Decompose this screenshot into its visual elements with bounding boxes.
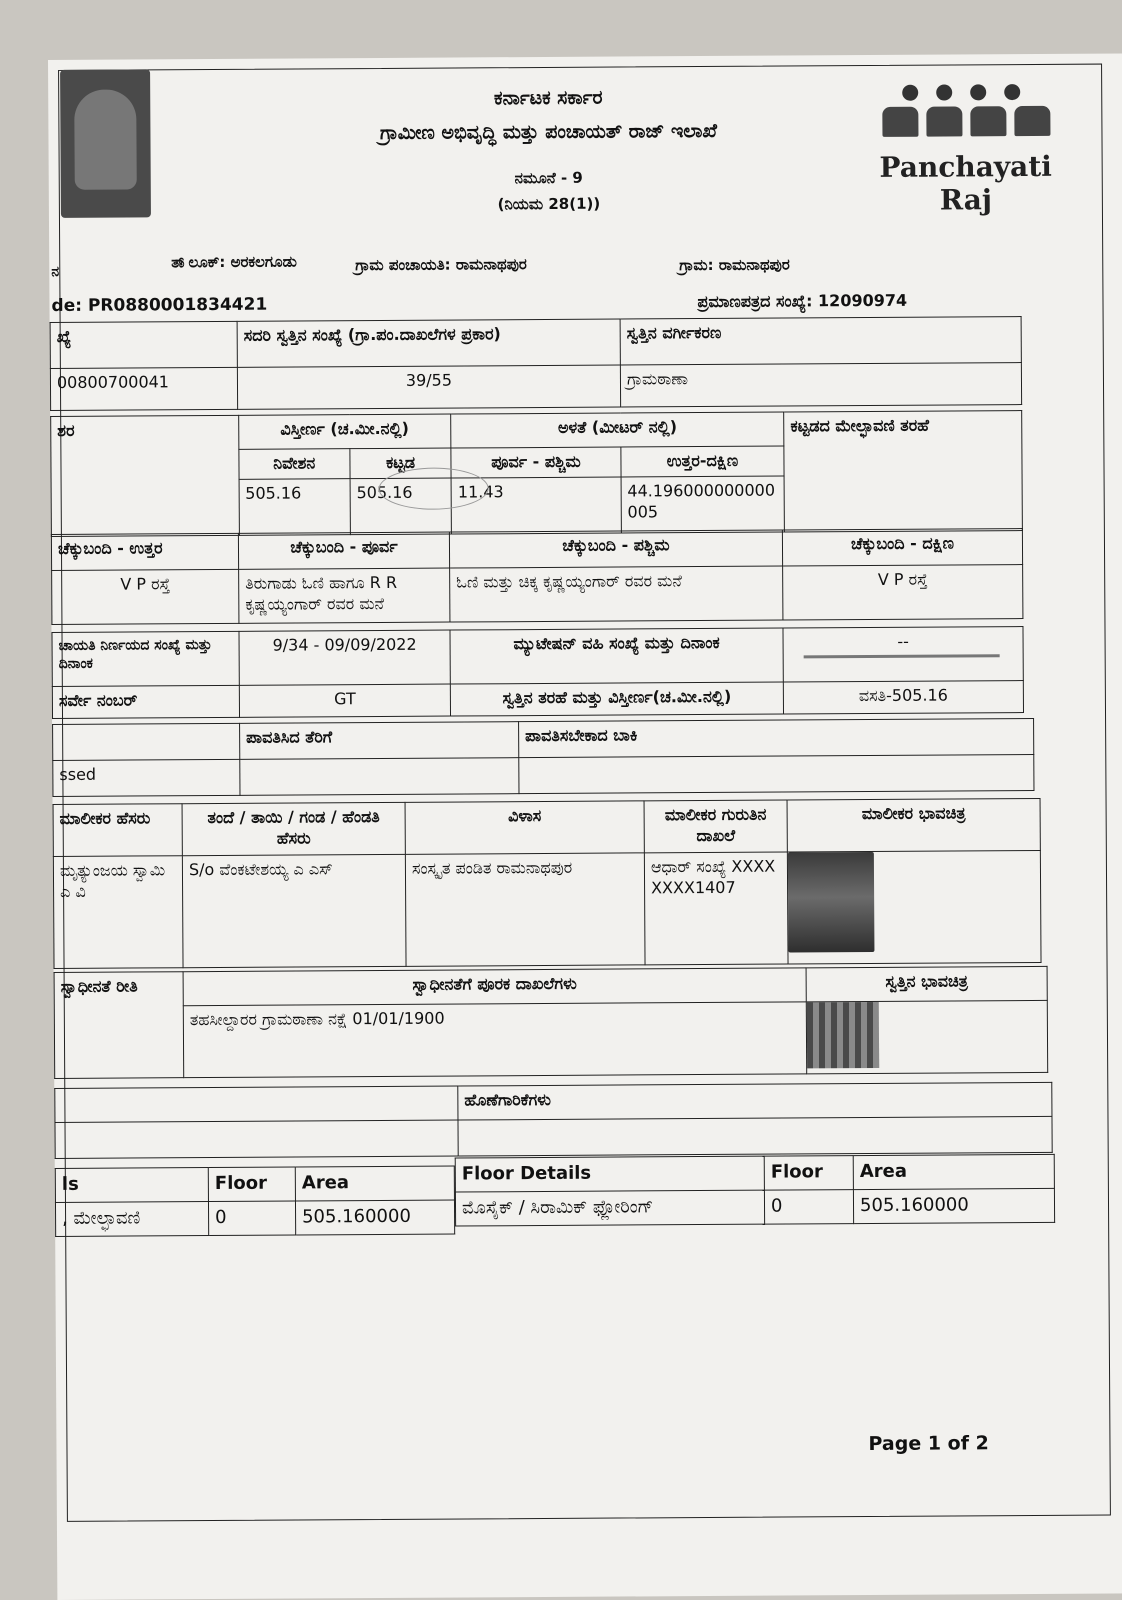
area-table <box>50 410 1023 537</box>
area-h-left: ಶರ <box>51 415 239 536</box>
tax-table <box>52 718 1034 797</box>
form-number: ನಮೂನೆ - 9 <box>514 168 583 188</box>
bound-h-north: ಚೆಕ್ಕುಬಂದಿ - ಉತ್ತರ <box>51 533 238 570</box>
possession-docs-label: ಸ್ವಾಧೀನತೆಗೆ ಪೂರಕ ದಾಖಲೆಗಳು <box>183 968 806 1006</box>
liabilities-table <box>54 1082 1052 1159</box>
gram-panchayat-label: ಗ್ರಾಮ ಪಂಚಾಯತಿ: ರಾಮನಾಥಪುರ <box>355 255 527 275</box>
area-h-ns: ಉತ್ತರ-ದಕ್ಷಿಣ <box>621 446 785 477</box>
owner-h-relation: ತಂದೆ / ತಾಯಿ / ಗಂಡ / ಹೆಂಡತಿ ಹೆಸರು <box>182 802 405 855</box>
property-photo-cell <box>806 1000 1047 1073</box>
owner-photo-cell <box>787 850 1041 964</box>
panchayati-raj-logo <box>870 84 1061 217</box>
prop-h2: ಸದರಿ ಸ್ವತ್ತಿನ ಸಂಖ್ಯೆ (ಗ್ರಾ.ಪಂ.ದಾಖಲೆಗಳ ಪ್ರಕಾರ) <box>237 319 620 367</box>
area-ew: 11.43 <box>451 477 621 534</box>
floor-right-h-2: Area <box>853 1154 1054 1189</box>
floor-right-v-2: 505.160000 <box>853 1188 1054 1223</box>
bound-west: ಓಣಿ ಮತ್ತು ಚಿಕ್ಕ ಕೃಷ್ಣಯ್ಯಂಗಾರ್ ರವರ ಮನೆ <box>450 566 783 622</box>
mutation-value: -- <box>783 627 1023 682</box>
prop-v3: ಗ್ರಾಮಠಾಣಾ <box>620 363 1021 407</box>
prop-v2: 39/55 <box>237 365 620 409</box>
property-type-label: ಸ್ವತ್ತಿನ ತರಹೆ ಮತ್ತು ವಿಸ್ತೀರ್ಣ(ಚ.ಮೀ.ನಲ್ಲಿ) <box>450 682 783 716</box>
dept-title: ಗ್ರಾಮೀಣ ಅಭಿವೃದ್ಧಿ ಮತ್ತು ಪಂಚಾಯತ್ ರಾಜ್ ಇಲಾಖೆ <box>379 119 718 144</box>
property-photo-label: ಸ್ವತ್ತಿನ ಭಾವಚಿತ್ರ <box>806 966 1047 1001</box>
floor-left-v-0: , ಮೇಲ್ಛಾವಣಿ <box>55 1202 208 1237</box>
owner-h-name: ಮಾಲೀಕರ ಹೆಸರು <box>53 804 182 857</box>
area-bld: 505.16 <box>350 478 452 535</box>
bound-east: ತಿರುಗಾಡು ಓಣಿ ಹಾಗೂ R R ಕೃಷ್ಣಯ್ಯಂಗಾರ್ ರವರ ಮನೆ <box>239 568 450 623</box>
bound-south: V P ರಸ್ತೆ <box>783 565 1023 620</box>
property-code: de: PR0880001834421 <box>51 294 268 316</box>
owner-h-address: ವಿಳಾಸ <box>405 801 644 854</box>
bound-h-south: ಚೆಕ್ಕುಬಂದಿ - ದಕ್ಷಿಣ <box>782 529 1022 566</box>
floor-left-table <box>55 1166 455 1237</box>
resolution-value: 9/34 - 09/09/2022 <box>239 630 450 685</box>
property-id-table <box>50 316 1023 411</box>
owner-h-id: ಮಾಲೀಕರ ಗುರುತಿನ ದಾಖಲೆ <box>644 800 787 853</box>
area-h-bldg: ಕಟ್ಟಡದ ಮೇಲ್ಛಾವಣಿ ತರಹೆ <box>784 411 1022 532</box>
logo-text: Panchayati Raj <box>879 149 1052 217</box>
property-type-value: ವಸತಿ-505.16 <box>783 681 1023 714</box>
bound-h-west: ಚೆಕ್ಕುಬಂದಿ - ಪಶ್ಚಿಮ <box>449 530 782 568</box>
tax-left-text: ssed <box>53 759 240 796</box>
karnataka-emblem-icon <box>60 69 151 218</box>
floor-right-table <box>455 1154 1055 1227</box>
area-h-site: ನಿವೇಶನ <box>238 449 350 479</box>
floor-left-h-0: ls <box>55 1168 208 1203</box>
resolution-label: ಚಾಯತಿ ನಿರ್ಣಯದ ಸಂಖ್ಯೆ ಮತ್ತು ದಿನಾಂಕ <box>52 631 239 686</box>
page-number: Page 1 of 2 <box>868 1432 989 1456</box>
owner-address: ಸಂಸ್ಕೃತ ಪಂಡಿತ ರಾಮನಾಥಪುರ <box>405 853 645 966</box>
survey-label: ಸರ್ವೇ ನಂಬರ್ <box>52 685 239 718</box>
tax-due-value <box>519 754 1034 793</box>
possession-label: ಸ್ವಾಧೀನತೆ ರೀತಿ <box>54 972 184 1079</box>
tax-paid-label: ಪಾವತಿಸಿದ ತೆರಿಗೆ <box>240 722 519 760</box>
mutation-label: ಮ್ಯುಟೇಷನ್ ವಹಿ ಸಂಖ್ಯೆ ಮತ್ತು ದಿನಾಂಕ <box>450 628 783 684</box>
liab-empty-row-left <box>55 1120 458 1158</box>
possession-table <box>54 966 1049 1079</box>
document-page <box>48 53 1122 1600</box>
prop-h1: ಖ್ಯೆ <box>50 321 237 368</box>
owner-h-photo: ಮಾಲೀಕರ ಭಾವಚಿತ್ರ <box>787 798 1040 852</box>
owner-relation: S/o ವೆಂಕಟೇಶಯ್ಯ ಎ ಎಸ್ <box>182 854 406 967</box>
tax-empty-cell <box>53 723 240 760</box>
area-site: 505.16 <box>239 478 351 535</box>
bound-north: V P ರಸ್ತೆ <box>52 569 239 624</box>
village-label: ಗ್ರಾಮ: ರಾಮನಾಥಪುರ <box>679 255 790 275</box>
area-ns: 44.196000000000005 <box>621 476 785 533</box>
floor-left-v-2: 505.160000 <box>295 1200 454 1235</box>
survey-value: GT <box>239 684 450 717</box>
property-photo <box>807 1002 879 1068</box>
floor-left-v-1: 0 <box>208 1201 295 1236</box>
owner-id: ಆಧಾರ್ ಸಂಖ್ಯೆ XXXXXXXX1407 <box>644 852 788 965</box>
floor-left-h-2: Area <box>295 1166 454 1201</box>
tax-paid-value <box>240 758 519 796</box>
meta-left-partial: ನ <box>51 263 60 280</box>
boundary-table <box>51 528 1024 625</box>
floor-right-h-0: Floor Details <box>455 1156 764 1192</box>
rule-number: (ನಿಯಮ 28(1)) <box>497 194 601 214</box>
area-h-extent: ವಿಸ್ತೀರ್ಣ (ಚ.ಮೀ.ನಲ್ಲಿ) <box>238 414 451 449</box>
floor-right-v-0: ಮೊಸೈಕ್ / ಸಿರಾಮಿಕ್ ಫ್ಲೋರಿಂಗ್ <box>455 1190 764 1226</box>
area-h-ew: ಪೂರ್ವ - ಪಶ್ಚಿಮ <box>451 447 621 478</box>
tax-due-label: ಪಾವತಿಸಬೇಕಾದ ಬಾಕಿ <box>519 718 1034 757</box>
area-h-length: ಅಳತೆ (ಮೀಟರ್ ನಲ್ಲಿ) <box>451 412 784 448</box>
taluk-label: ತಾ್ಲೂಕ್: ಅರಕಲಗೂಡು <box>171 252 297 272</box>
resolution-table <box>51 626 1024 719</box>
owner-photo <box>788 852 875 953</box>
floor-right-v-1: 0 <box>764 1190 853 1225</box>
liab-empty-left <box>55 1086 458 1122</box>
area-h-bld: ಕಟ್ಟಡ <box>350 448 451 478</box>
owner-name: ಮೃತ್ಯುಂಜಯ ಸ್ವಾಮಿ ಎ ವಿ <box>53 856 183 969</box>
govt-title: ಕರ್ನಾಟಕ ಸರ್ಕಾರ <box>493 86 603 110</box>
floor-left-h-1: Floor <box>208 1167 295 1202</box>
liabilities-label: ಹೊಣೆಗಾರಿಕೆಗಳು <box>458 1082 1052 1120</box>
prop-v1: 00800700041 <box>50 367 237 410</box>
possession-docs: ತಹಸೀಲ್ದಾರರ ಗ್ರಾಮಠಾಣಾ ನಕ್ಷೆ 01/01/1900 <box>183 1002 806 1078</box>
liab-empty-row-right <box>458 1116 1052 1156</box>
floor-right-h-1: Floor <box>764 1156 853 1191</box>
certificate-number: ಪ್ರಮಾಣಪತ್ರದ ಸಂಖ್ಯೆ: 12090974 <box>697 290 908 312</box>
prop-h3: ಸ್ವತ್ತಿನ ವರ್ಗೀಕರಣ <box>620 317 1021 365</box>
bound-h-east: ಚೆಕ್ಕುಬಂದಿ - ಪೂರ್ವ <box>238 532 449 569</box>
owner-table <box>53 798 1042 969</box>
